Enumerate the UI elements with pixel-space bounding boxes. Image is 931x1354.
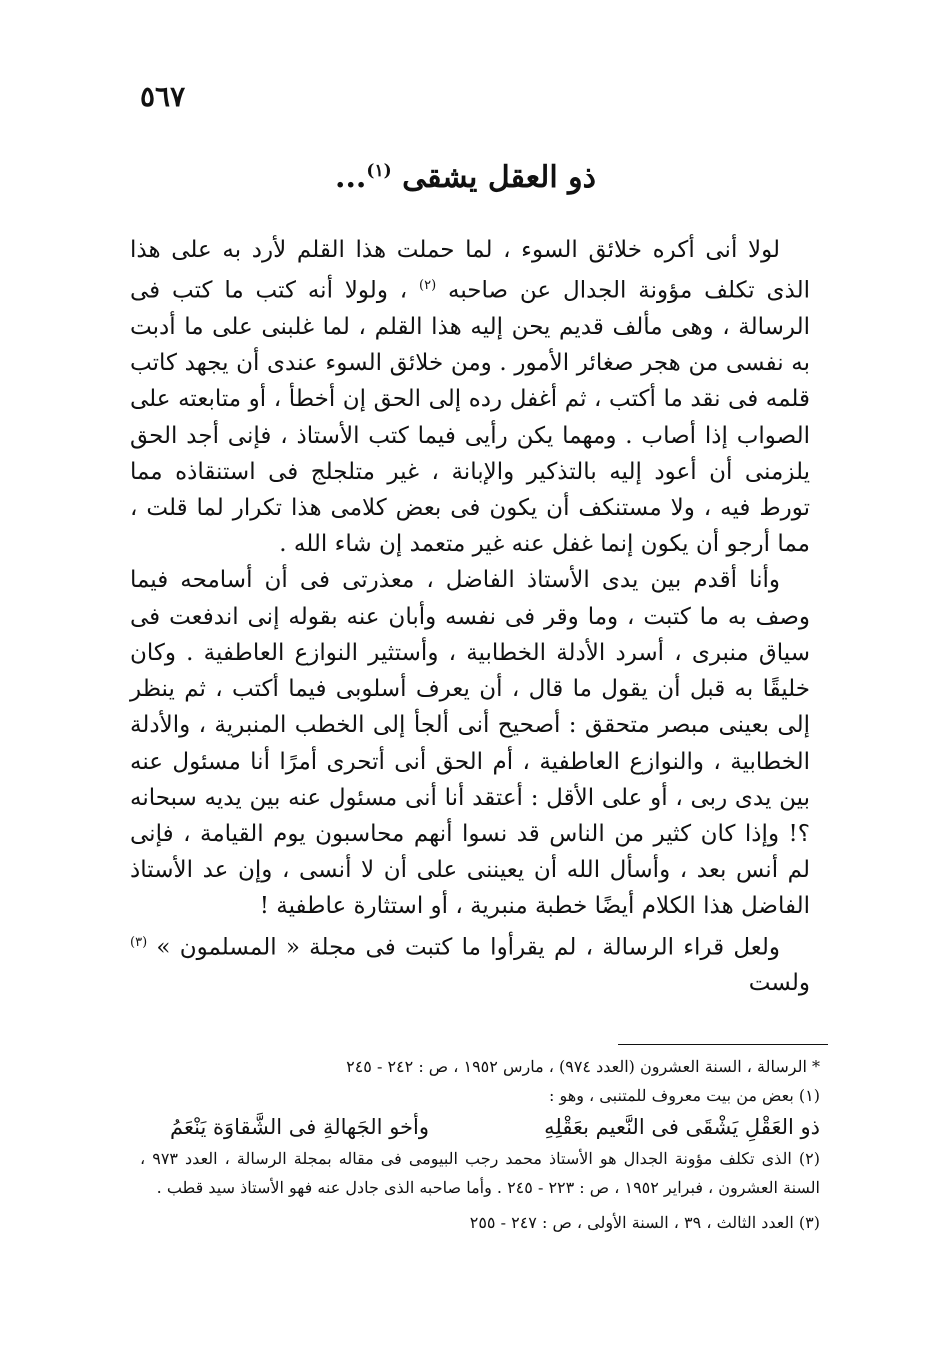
footnote-marker-2: (٢) [419,278,437,294]
page-number: ٥٦٧ [140,80,186,113]
article-title [0,160,931,195]
footnotes [140,1052,820,1237]
paragraph-2: وأنا أقدم بين يدى الأستاذ الفاضل ، معذرتى فى أن أسامحه فيما وصف به ما كتبت ، وما وقر فى نفسه وأبان عنه بقوله إنى اندفعت فى سياق منبرى ، أسرد الأدلة الخطابية ، وأستثير النوازع العاطفية . وكان خليقًا به قبل أن يقول ما قال ، أن يعرف أسلوبى فيما أكتب ، ثم ينظر إلى بعينى مبصر متحقق : أصحيح أنى ألجأ إلى الخطب المنبرية ، والأدلة الخطابية ، والنوازع العاطفية ، أم الحق أنى أتحرى أمرًا أنا مسئول عنه بين يدى ربى ، أو على الأقل : أعتقد أنا أنى مسئول عنه بين يديه سبحانه ؟! وإذا كان كثير من الناس قد نسوا أنهم محاسبون يوم القيامة ، فإنى لم أنس بعد ، وأسأل الله أن يعيننى على أن لا أنسى ، وإن عد الأستاذ الفاضل هذا الكلام أيضًا خطبة منبرية ، أو استثارة عاطفية ! [130,567,810,920]
paragraph-3-part-a: ولعل قراء الرسالة ، لم يقرأوا ما كتبت فى مجلة « المسلمون » [147,934,780,961]
paragraph-1-part-a: لولا أنى أكره خلائق السوء ، لما حملت هذا القلم لأرد به على هذا الذى تكلف مؤونة الجدال عن صاحبه [130,237,810,304]
footnote-3: (٣) العدد الثالث ، ٣٩ ، السنة الأولى ، ص : ٢٤٧ - ٢٥٥ [469,1213,820,1232]
footnote-1: (١) بعض من بيت معروف للمتنبى ، وهو : [549,1086,820,1105]
footnote-marker-3: (٣) [130,934,148,950]
verse-first-hemistich: ذو العَقْلِ يَشْقَى فى النَّعيم بعَقْلِهِ [544,1115,820,1139]
article-body [130,232,810,1002]
footnote-source: * الرسالة ، السنة العشرون (العدد ٩٧٤) ، مارس ١٩٥٢ ، ص : ٢٤٢ - ٢٤٥ [346,1057,820,1076]
footnote-divider [618,1044,828,1045]
footnote-2: (٢) الذى تكلف مؤونة الجدال هو الأستاذ محمد رجب البيومى فى مقاله بمجلة الرسالة ، العدد ٩٧٣ ، السنة العشرون ، فبراير ١٩٥٢ ، ص : ٢٢٣ - ٢٤٥ . وأما صاحبه الذى جادل عنه فهو الأستاذ سيد قطب . [140,1149,820,1197]
title-ellipsis: ... [335,160,367,195]
paragraph-3-part-b: ولست [748,970,810,997]
paragraph-3 [130,925,810,1002]
verse [140,1110,820,1144]
verse-second-hemistich: وأخو الجَهالةِ فى الشَّقاوَة يَنْعَمُ [170,1115,429,1139]
paragraph-1 [130,232,810,562]
title-text: ذو العقل يشقى [402,160,596,195]
title-footnote-marker: (١) [366,161,392,181]
paragraph-1-part-b: ، ولولا أنه كتب ما كتب فى الرسالة ، وهى مألف قديم يحن إليه هذا القلم ، لما غلبنى على ما أدبت به نفسى من هجر صغائر الأمور . ومن خلائق السوء عندى أن يجهد كاتب قلمه فى نقد ما أكتب ، ثم أغفل رده إلى الحق إن أخطأ ، أو متابعته على الصواب إذا أصاب . ومهما يكن رأيى فيما كتب الأستاذ ، فإنى أجد الحق يلزمنى أن أعود إليه بالتذكير والإبانة ، غير متلجلج فى استنقاذه مما تورط فيه ، ولا مستنكف أن يكون فى بعض كلامى هذا تكرار لما قلت ، مما أرجو أن يكون إنما غفل عنه غير متعمد إن شاء الله . [130,277,810,558]
